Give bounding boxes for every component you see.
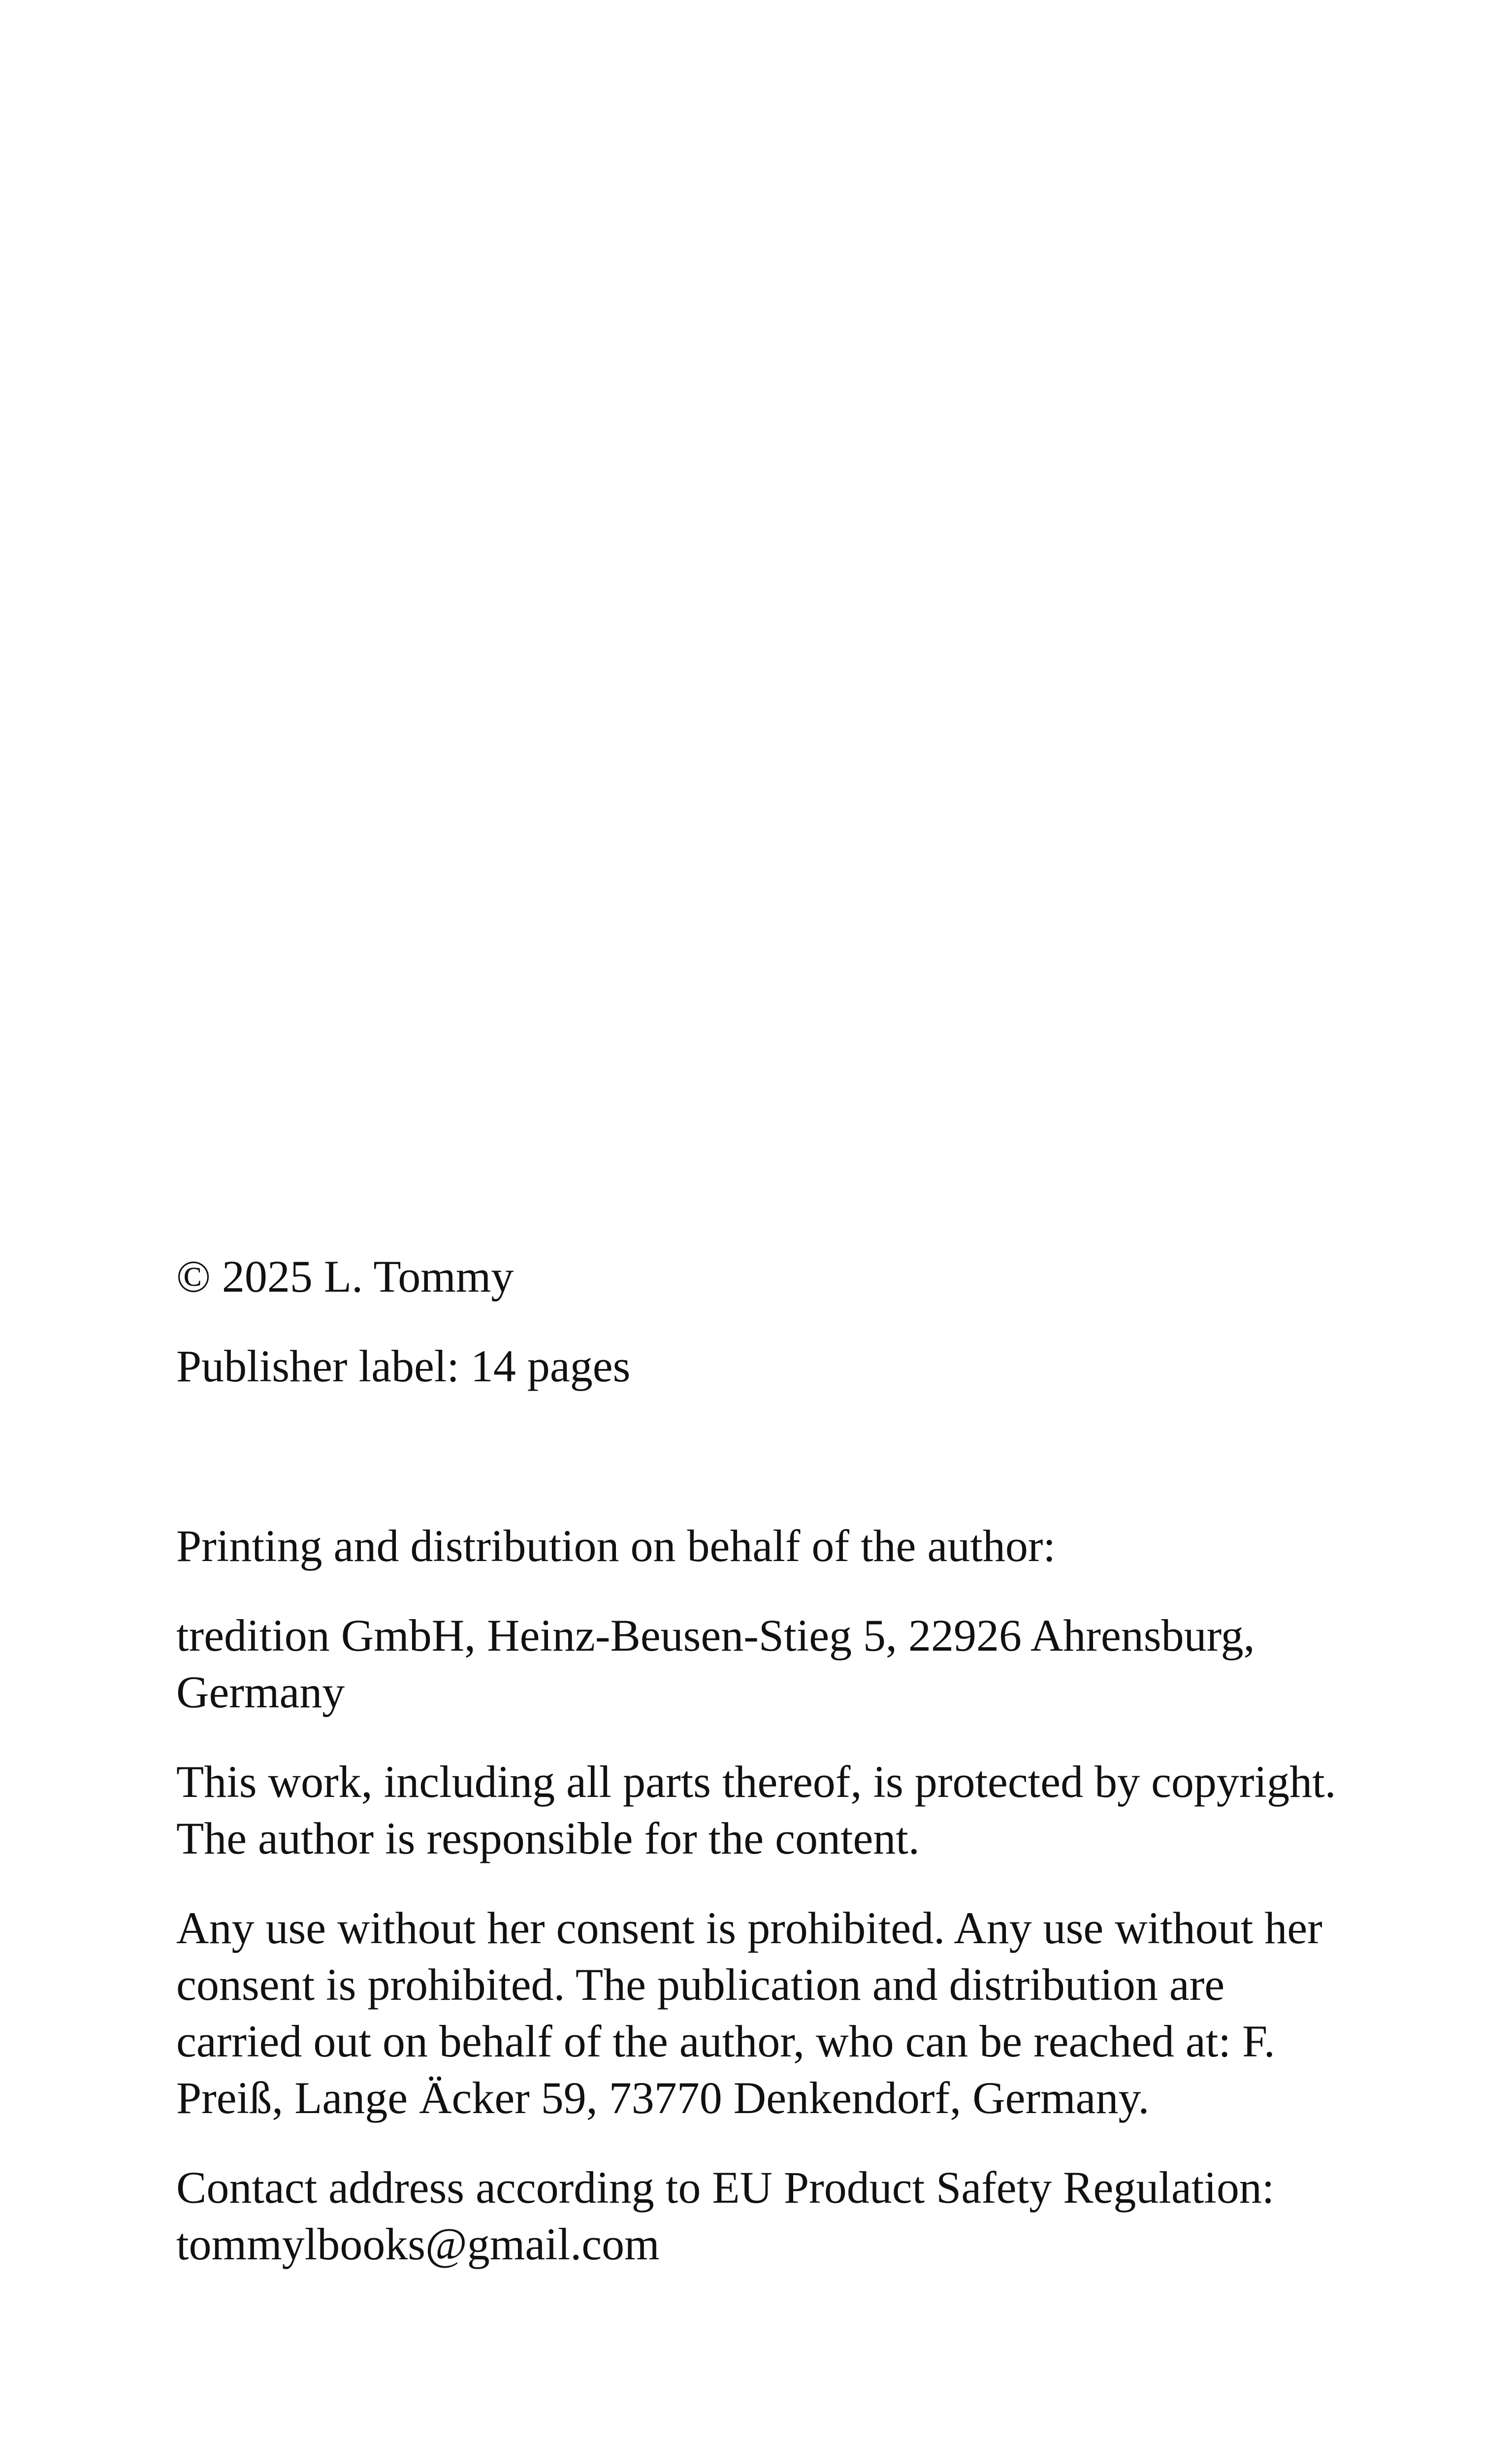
copyright-line: [176, 1248, 1368, 1305]
copyright-notice-line: This work, including all parts thereof, is protected by copyright.: [176, 1757, 1336, 1807]
consent-notice: [176, 1900, 1368, 2126]
publisher-label-text: Publisher label: 14 pages: [176, 1341, 631, 1391]
contact-notice: [176, 2159, 1368, 2273]
consent-notice-line: Any use without her consent is prohibited. Any use without her: [176, 1903, 1322, 1953]
printing-heading: [176, 1518, 1368, 1574]
copyright-text: © 2025 L. Tommy: [176, 1251, 514, 1302]
consent-notice-line: consent is prohibited. The publication and distribution are: [176, 1959, 1225, 2010]
consent-notice-line: Preiß, Lange Äcker 59, 73770 Denkendorf, Germany.: [176, 2073, 1150, 2123]
consent-notice-line: carried out on behalf of the author, who can be reached at: F.: [176, 2016, 1275, 2066]
contact-email: tommylbooks@gmail.com: [176, 2219, 660, 2269]
printer-address-line: Germany: [176, 1667, 345, 1717]
printer-address-line: tredition GmbH, Heinz-Beusen-Stieg 5, 22926 Ahrensburg,: [176, 1610, 1255, 1661]
contact-notice-line: Contact address according to EU Product Safety Regulation:: [176, 2162, 1275, 2213]
copyright-notice: [176, 1754, 1368, 1867]
publisher-label-line: [176, 1338, 1368, 1395]
copyright-notice-line: The author is responsible for the content.: [176, 1813, 920, 1863]
imprint-block: [176, 1248, 1368, 2306]
printing-heading-text: Printing and distribution on behalf of the author:: [176, 1521, 1056, 1571]
printer-address: [176, 1607, 1368, 1721]
